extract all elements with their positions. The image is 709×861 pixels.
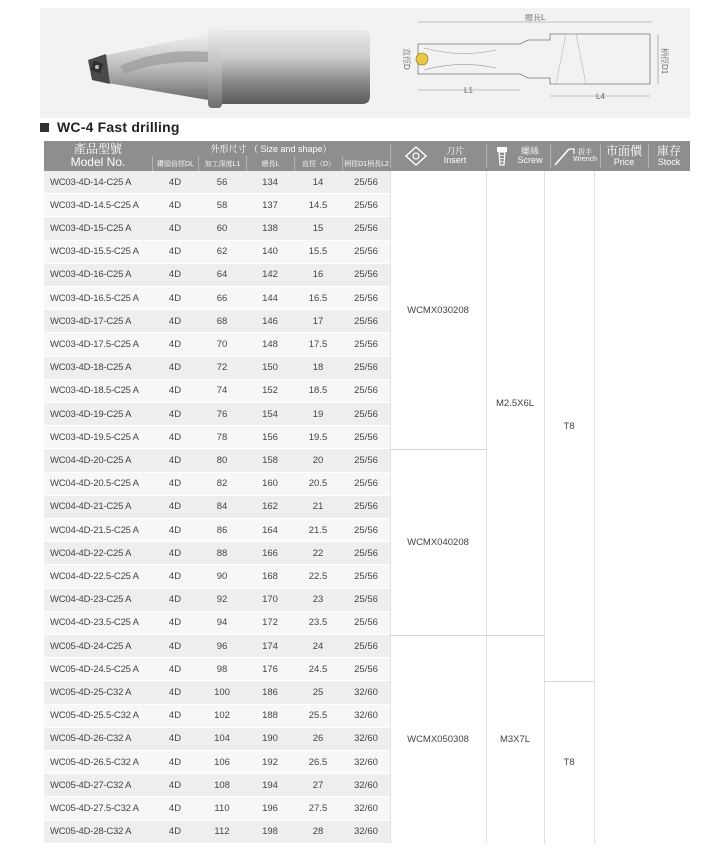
cell-model: WC03-4D-15-C25 A	[50, 222, 132, 234]
cell-d1: 32/60	[354, 733, 378, 745]
cell-dl: 4D	[168, 269, 182, 281]
cell-model: WC05-4D-24.5-C25 A	[50, 663, 139, 675]
cell-model: WC03-4D-16-C25 A	[50, 269, 132, 281]
cell-d1: 25/56	[354, 570, 378, 582]
header-screw-en: Screw	[517, 155, 543, 165]
cell-l: 134	[262, 176, 278, 188]
cell-d1: 25/56	[354, 338, 378, 350]
table-row	[44, 658, 390, 681]
cell-l1: 58	[216, 199, 228, 211]
cell-l1: 94	[216, 617, 228, 629]
cell-dl: 4D	[168, 779, 182, 791]
cell-d: 27	[312, 779, 324, 791]
cell-model: WC05-4D-25.5-C32 A	[50, 710, 139, 722]
cell-d: 19.5	[308, 431, 328, 443]
cell-l: 170	[262, 594, 278, 606]
header-d1: 柄徑D1柄長L2	[342, 156, 390, 171]
cell-d1: 25/56	[354, 663, 378, 675]
cell-l1: 90	[216, 570, 228, 582]
cell-d: 14.5	[308, 199, 328, 211]
header-d: 直徑（D）	[294, 156, 342, 171]
cell-d: 15.5	[308, 246, 328, 258]
cell-l1: 64	[216, 269, 228, 281]
cell-dl: 4D	[168, 199, 182, 211]
cell-d: 22	[312, 547, 324, 559]
cell-model: WC03-4D-19-C25 A	[50, 408, 132, 420]
cell-l: 148	[262, 338, 278, 350]
table-row	[44, 426, 390, 449]
cell-model: WC04-4D-22-C25 A	[50, 547, 132, 559]
cell-model: WC03-4D-17.5-C25 A	[50, 338, 139, 350]
table-row	[44, 681, 390, 704]
table-row	[44, 728, 390, 751]
header-stock-en: Stock	[657, 156, 681, 167]
cell-l: 196	[262, 802, 278, 814]
cell-d: 26.5	[308, 756, 328, 768]
cell-model: WC04-4D-20-C25 A	[50, 454, 132, 466]
cell-dl: 4D	[168, 710, 182, 722]
insert-group-3: WCMX050308	[407, 734, 469, 745]
cell-l: 194	[262, 779, 278, 791]
table-row	[44, 310, 390, 333]
table-row	[44, 705, 390, 728]
table-row	[44, 774, 390, 797]
cell-dl: 4D	[168, 756, 182, 768]
cell-dl: 4D	[168, 408, 182, 420]
header-wrench-cn: 扳手	[578, 148, 592, 156]
cell-d: 24	[312, 640, 324, 652]
header-wrench	[572, 141, 598, 171]
cell-l1: 104	[214, 733, 230, 745]
table-row	[44, 449, 390, 472]
total-length-label: 總長L	[525, 14, 546, 22]
cell-model: WC04-4D-23.5-C25 A	[50, 617, 139, 629]
cell-d1: 25/56	[354, 431, 378, 443]
cell-l: 174	[262, 640, 278, 652]
cell-dl: 4D	[168, 663, 182, 675]
cell-l1: 96	[216, 640, 228, 652]
cell-l1: 100	[214, 686, 230, 698]
cell-dl: 4D	[168, 524, 182, 536]
cell-model: WC03-4D-19.5-C25 A	[50, 431, 139, 443]
cell-l1: 62	[216, 246, 228, 258]
cell-l: 186	[262, 686, 278, 698]
cell-d: 17	[312, 315, 324, 327]
insert-group-1: WCMX030208	[407, 304, 469, 316]
cell-d1: 32/60	[354, 686, 378, 698]
header-price	[600, 141, 648, 171]
cell-d: 25	[312, 686, 324, 698]
header-insert-cn: 刀片	[445, 145, 464, 156]
cell-d1: 25/56	[354, 176, 378, 188]
cell-model: WC03-4D-14.5-C25 A	[50, 199, 139, 211]
cell-l1: 88	[216, 547, 228, 559]
cell-d1: 25/56	[354, 315, 378, 327]
cell-model: WC03-4D-15.5-C25 A	[50, 246, 139, 258]
cell-d: 19	[312, 408, 324, 420]
cell-l: 168	[262, 570, 278, 582]
cell-model: WC04-4D-22.5-C25 A	[50, 570, 139, 582]
cell-dl: 4D	[168, 431, 182, 443]
cell-d: 17.5	[308, 338, 328, 350]
cell-l1: 98	[216, 663, 228, 675]
cell-l1: 74	[216, 385, 228, 397]
cell-model: WC04-4D-20.5-C25 A	[50, 478, 139, 490]
l1-label: L1	[464, 86, 473, 95]
cell-l: 176	[262, 663, 278, 675]
cell-d1: 25/56	[354, 594, 378, 606]
cell-d: 27.5	[308, 802, 328, 814]
cell-dl: 4D	[168, 826, 182, 838]
section-title-text: WC-4 Fast drilling	[57, 119, 180, 135]
table-row	[44, 380, 390, 403]
cell-d1: 32/60	[354, 710, 378, 722]
table-row	[44, 357, 390, 380]
cell-d: 21	[312, 501, 324, 513]
cell-l1: 60	[216, 222, 228, 234]
cell-d1: 25/56	[354, 501, 378, 513]
cell-d1: 25/56	[354, 246, 378, 258]
table-row	[44, 519, 390, 542]
cell-l: 142	[262, 269, 278, 281]
table-row	[44, 542, 390, 565]
cell-d: 22.5	[308, 570, 328, 582]
header-wrench-en: Wrench	[573, 156, 597, 163]
cell-d: 23	[312, 594, 324, 606]
drill-illustration	[40, 8, 380, 118]
header-model	[44, 141, 152, 171]
insert-group-2: WCMX040208	[407, 536, 469, 548]
cell-l: 188	[262, 710, 278, 722]
table-row	[44, 403, 390, 426]
cell-dl: 4D	[168, 802, 182, 814]
header-stock-cn: 庫存	[656, 143, 681, 158]
cell-d: 26	[312, 733, 324, 745]
cell-model: WC04-4D-21-C25 A	[50, 501, 132, 513]
cell-d1: 25/56	[354, 408, 378, 420]
cell-l: 172	[262, 617, 278, 629]
table-row	[44, 565, 390, 588]
table-row	[44, 264, 390, 287]
cell-model: WC05-4D-24-C25 A	[50, 640, 132, 652]
cell-l: 192	[262, 756, 278, 768]
table-row	[44, 241, 390, 264]
cell-l: 144	[262, 292, 278, 304]
cell-model: WC05-4D-25-C32 A	[50, 686, 132, 698]
cell-d1: 25/56	[354, 617, 378, 629]
cell-l1: 102	[214, 710, 230, 722]
cell-l: 162	[262, 501, 278, 513]
cell-d: 20	[312, 454, 324, 466]
cell-d1: 25/56	[354, 385, 378, 397]
table-header	[44, 141, 690, 171]
header-screw-cn: 螺絲	[520, 145, 539, 156]
cell-d: 16	[312, 269, 324, 281]
table-row	[44, 217, 390, 240]
header-l: 總長L	[246, 156, 294, 171]
cell-dl: 4D	[168, 686, 182, 698]
cell-model: WC03-4D-18.5-C25 A	[50, 385, 139, 397]
cell-model: WC05-4D-26-C32 A	[50, 733, 132, 745]
cell-l1: 86	[216, 524, 228, 536]
cell-dl: 4D	[168, 338, 182, 350]
wrench-group-2: T8	[563, 757, 575, 768]
cell-l1: 56	[216, 176, 228, 188]
cell-d: 23.5	[308, 617, 328, 629]
table-row	[44, 287, 390, 310]
cell-dl: 4D	[168, 176, 182, 188]
cell-d: 25.5	[308, 710, 328, 722]
cell-l: 154	[262, 408, 278, 420]
cell-model: WC05-4D-27-C32 A	[50, 779, 132, 791]
cell-l1: 82	[216, 478, 228, 490]
table-row	[44, 612, 390, 635]
cell-d: 28	[312, 826, 324, 838]
table-row	[44, 821, 390, 844]
cell-l: 156	[262, 431, 278, 443]
cell-d1: 25/56	[354, 222, 378, 234]
cell-l: 150	[262, 362, 278, 374]
cell-d1: 32/60	[354, 802, 378, 814]
cell-l1: 106	[214, 756, 230, 768]
table-row	[44, 797, 390, 820]
cell-l: 158	[262, 454, 278, 466]
cell-d1: 25/56	[354, 362, 378, 374]
cell-d: 18	[312, 362, 324, 374]
table-row	[44, 751, 390, 774]
table-row	[44, 473, 390, 496]
header-stock	[648, 141, 690, 171]
screw-group-2: M3X7L	[499, 734, 531, 745]
cell-d: 20.5	[308, 478, 328, 490]
shank-diameter-label: 柄徑D1	[660, 48, 669, 75]
cell-dl: 4D	[168, 315, 182, 327]
cell-dl: 4D	[168, 292, 182, 304]
header-price-cn: 市面價	[605, 143, 642, 158]
table-row	[44, 333, 390, 356]
section-title	[40, 118, 180, 136]
l4-label: L4	[596, 92, 605, 101]
cell-l: 160	[262, 478, 278, 490]
cell-d1: 25/56	[354, 524, 378, 536]
header-l1: 加工深度L1	[198, 156, 246, 171]
cell-dl: 4D	[168, 547, 182, 559]
cell-d1: 25/56	[354, 292, 378, 304]
cell-d1: 25/56	[354, 454, 378, 466]
cell-dl: 4D	[168, 594, 182, 606]
cell-l: 152	[262, 385, 278, 397]
cell-model: WC04-4D-21.5-C25 A	[50, 524, 139, 536]
cell-dl: 4D	[168, 733, 182, 745]
cell-d: 15	[312, 222, 324, 234]
cell-model: WC05-4D-26.5-C32 A	[50, 756, 139, 768]
diameter-label: 直徑D	[402, 48, 411, 70]
cell-d: 21.5	[308, 524, 328, 536]
cell-d: 24.5	[308, 663, 328, 675]
cell-d1: 25/56	[354, 640, 378, 652]
cell-dl: 4D	[168, 478, 182, 490]
cell-d: 16.5	[308, 292, 328, 304]
cell-l1: 72	[216, 362, 228, 374]
header-screw	[512, 141, 548, 171]
cell-model: WC03-4D-14-C25 A	[50, 176, 132, 188]
cell-l1: 66	[216, 292, 228, 304]
cell-l: 190	[262, 733, 278, 745]
table-row	[44, 194, 390, 217]
cell-l1: 68	[216, 315, 228, 327]
cell-model: WC03-4D-16.5-C25 A	[50, 292, 139, 304]
cell-l1: 80	[216, 454, 228, 466]
cell-l1: 108	[214, 779, 230, 791]
screw-icon	[492, 145, 512, 172]
cell-dl: 4D	[168, 385, 182, 397]
cell-l1: 110	[214, 802, 230, 814]
cell-d1: 32/60	[354, 779, 378, 791]
cell-model: WC04-4D-23-C25 A	[50, 594, 132, 606]
header-model-en: Model No.	[70, 155, 126, 169]
title-bullet	[40, 123, 49, 132]
header-price-en: Price	[613, 156, 635, 167]
cell-model: WC03-4D-17-C25 A	[50, 315, 132, 327]
dimension-diagram	[400, 14, 670, 104]
header-insert	[430, 141, 480, 171]
cell-d1: 25/56	[354, 199, 378, 211]
cell-l1: 78	[216, 431, 228, 443]
cell-l1: 76	[216, 408, 228, 420]
cell-l1: 70	[216, 338, 228, 350]
cell-dl: 4D	[168, 640, 182, 652]
header-model-cn: 產品型號	[73, 142, 122, 157]
table-row	[44, 496, 390, 519]
cell-dl: 4D	[168, 246, 182, 258]
cell-model: WC05-4D-27.5-C32 A	[50, 802, 139, 814]
cell-d1: 25/56	[354, 478, 378, 490]
cell-dl: 4D	[168, 617, 182, 629]
cell-l1: 112	[214, 826, 230, 838]
cell-l: 164	[262, 524, 278, 536]
table-row	[44, 171, 390, 194]
table-row	[44, 589, 390, 612]
cell-dl: 4D	[168, 501, 182, 513]
header-size-group: 外形尺寸 （ Size and shape）	[210, 144, 332, 154]
cell-model: WC05-4D-28-C32 A	[50, 826, 132, 838]
cell-l: 198	[262, 826, 278, 838]
cell-l: 146	[262, 315, 278, 327]
cell-model: WC03-4D-18-C25 A	[50, 362, 132, 374]
cell-d1: 25/56	[354, 269, 378, 281]
cell-l1: 92	[216, 594, 228, 606]
cell-dl: 4D	[168, 570, 182, 582]
cell-d: 18.5	[308, 385, 328, 397]
insert-icon	[404, 145, 428, 172]
table-row	[44, 635, 390, 658]
cell-dl: 4D	[168, 222, 182, 234]
cell-d: 14	[312, 176, 324, 188]
wrench-group-1: T8	[563, 420, 575, 432]
cell-l1: 84	[216, 501, 228, 513]
cell-dl: 4D	[168, 362, 182, 374]
header-insert-en: Insert	[443, 155, 467, 165]
cell-l: 140	[262, 246, 278, 258]
header-dl: 鑽頭倍徑DL	[152, 156, 198, 171]
cell-dl: 4D	[168, 454, 182, 466]
screw-group-1: M2.5X6L	[495, 397, 535, 409]
cell-d1: 25/56	[354, 547, 378, 559]
cell-d1: 32/60	[354, 756, 378, 768]
cell-l: 166	[262, 547, 278, 559]
cell-l: 137	[262, 199, 278, 211]
cell-l: 138	[262, 222, 278, 234]
cell-d1: 32/60	[354, 826, 378, 838]
